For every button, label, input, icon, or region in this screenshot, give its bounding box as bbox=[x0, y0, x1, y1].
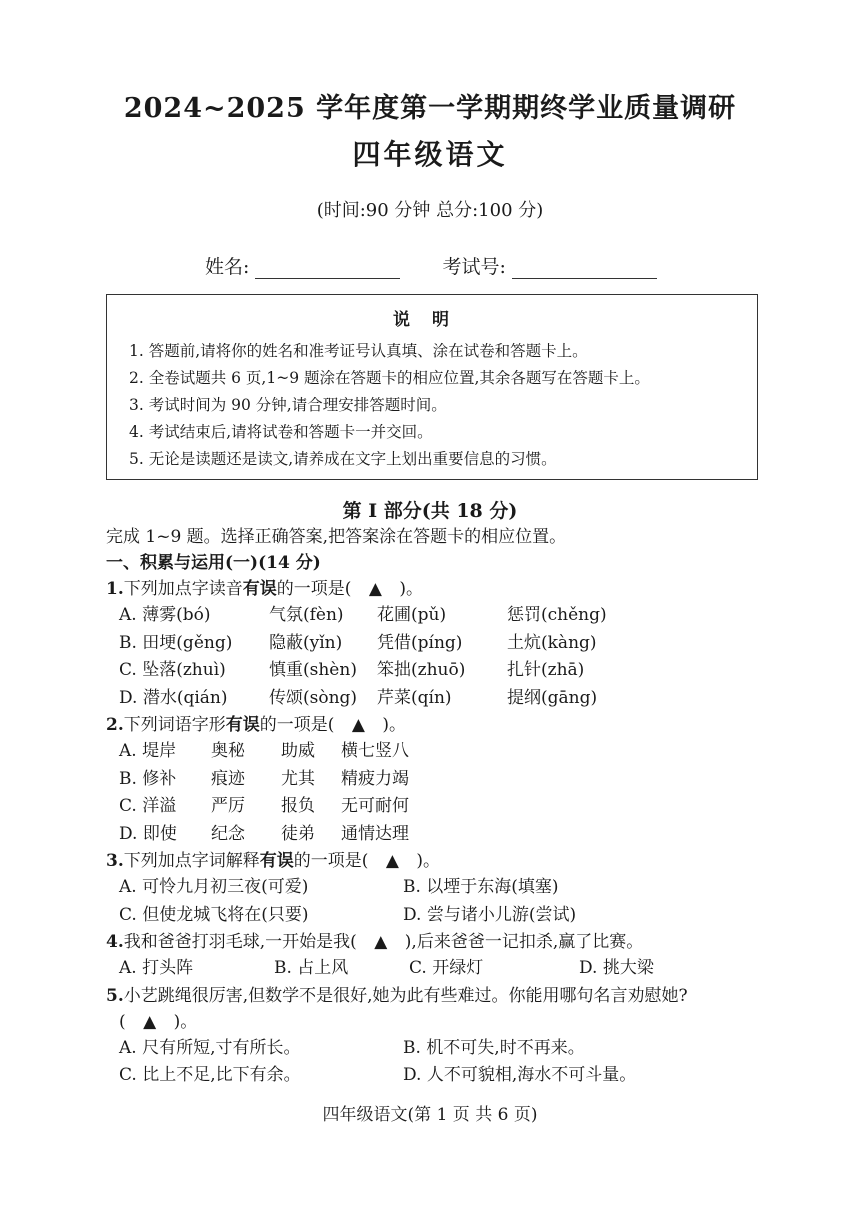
name-row bbox=[205, 252, 693, 279]
exam-no-blank bbox=[512, 258, 657, 279]
answer-blank-marker: ▲ bbox=[368, 579, 382, 599]
option-item: C. 洋溢 bbox=[119, 796, 177, 816]
stem-emphasis: 有误 bbox=[225, 715, 260, 735]
option-item: B. 以堙于东海(填塞) bbox=[403, 877, 559, 897]
instruction-item: 3. 考试时间为 90 分钟,请合理安排答题时间。 bbox=[129, 396, 447, 414]
option-item: D. 人不可貌相,海水不可斗量。 bbox=[403, 1065, 637, 1085]
option-item: 通情达理 bbox=[341, 823, 409, 844]
stem-text: )。 bbox=[399, 579, 424, 599]
instructions-heading: 说明 bbox=[393, 310, 471, 330]
question-number: 4. bbox=[106, 932, 124, 952]
question-2-stem bbox=[106, 712, 806, 738]
option-item: D. 即使 bbox=[119, 823, 177, 844]
part-instruction: 完成 1~9 题。选择正确答案,把答案涂在答题卡的相应位置。 bbox=[106, 527, 567, 547]
instruction-item: 4. 考试结束后,请将试卷和答题卡一并交回。 bbox=[129, 423, 433, 441]
option-item: 报负 bbox=[281, 796, 315, 816]
option-row bbox=[106, 1062, 806, 1090]
option-item: 无可耐何 bbox=[341, 796, 409, 816]
question-1-stem bbox=[106, 576, 806, 602]
stem-text: 的一项是( bbox=[276, 579, 352, 599]
question-number: 1. bbox=[106, 579, 124, 599]
option-item: 提纲(gāng) bbox=[507, 687, 598, 708]
option-row bbox=[106, 874, 806, 902]
option-item: D. 挑大梁 bbox=[579, 958, 654, 978]
option-item: C. 比上不足,比下有余。 bbox=[119, 1065, 301, 1085]
instructions-box bbox=[106, 294, 758, 480]
option-row bbox=[106, 821, 806, 849]
stem-text: )。 bbox=[382, 715, 407, 735]
instructions-list bbox=[107, 338, 757, 473]
question-4-stem bbox=[106, 929, 806, 955]
option-row bbox=[106, 955, 806, 983]
answer-blank-marker: ▲ bbox=[351, 715, 365, 735]
question-number: 3. bbox=[106, 851, 124, 871]
part-title: 第 Ⅰ 部分(共 18 分) bbox=[342, 500, 518, 522]
option-item: 慎重(shèn) bbox=[269, 660, 357, 680]
answer-blank-marker: ▲ bbox=[143, 1011, 157, 1032]
option-item: 气氛(fèn) bbox=[269, 605, 344, 625]
stem-text: 下列加点字词解释 bbox=[123, 851, 260, 871]
stem-text: )。 bbox=[173, 1011, 198, 1032]
question-number: 5. bbox=[106, 985, 124, 1006]
option-item: 土炕(kàng) bbox=[507, 632, 597, 653]
stem-text: ),后来爸爸一记扣杀,赢了比赛。 bbox=[404, 932, 644, 952]
instruction-item: 2. 全卷试题共 6 页,1~9 题涂在答题卡的相应位置,其余各题写在答题卡上。 bbox=[129, 369, 650, 387]
option-item: 痕迹 bbox=[211, 768, 245, 789]
option-row bbox=[106, 1035, 806, 1063]
name-blank bbox=[255, 258, 400, 279]
option-item: B. 修补 bbox=[119, 768, 177, 789]
option-item: 纪念 bbox=[211, 823, 245, 844]
name-label: 姓名: bbox=[205, 256, 250, 278]
stem-emphasis: 有误 bbox=[242, 579, 277, 599]
stem-text: 小艺跳绳很厉害,但数学不是很好,她为此有些难过。你能用哪句名言劝慰她? bbox=[123, 985, 688, 1006]
option-item: C. 坠落(zhuì) bbox=[119, 660, 226, 680]
option-item: 凭借(píng) bbox=[377, 632, 463, 653]
question-number: 2. bbox=[106, 715, 124, 735]
exam-no-label: 考试号: bbox=[442, 256, 506, 278]
question-5-stem bbox=[106, 983, 806, 1009]
option-row bbox=[106, 685, 806, 713]
option-item: A. 可怜九月初三夜(可爱) bbox=[119, 877, 309, 897]
page-footer: 四年级语文(第 1 页 共 6 页) bbox=[322, 1105, 538, 1125]
option-row bbox=[106, 738, 806, 766]
stem-text: 的一项是( bbox=[259, 715, 335, 735]
option-row bbox=[106, 630, 806, 658]
time-info: (时间:90 分钟 总分:100 分) bbox=[316, 200, 544, 221]
option-item: A. 打头阵 bbox=[119, 958, 194, 978]
option-item: D. 潜水(qián) bbox=[119, 687, 228, 708]
stem-text: 我和爸爸打羽毛球,一开始是我( bbox=[123, 932, 357, 952]
stem-emphasis: 有误 bbox=[259, 851, 294, 871]
option-item: 花圃(pǔ) bbox=[377, 605, 447, 625]
option-item: A. 尺有所短,寸有所长。 bbox=[119, 1037, 301, 1058]
option-item: B. 机不可失,时不再来。 bbox=[403, 1037, 585, 1058]
section-heading: 一、积累与运用(一)(14 分) bbox=[106, 553, 321, 573]
option-item: 惩罚(chěng) bbox=[507, 605, 607, 625]
exam-title: 2024~2025 学年度第一学期期终学业质量调研 bbox=[123, 93, 737, 124]
option-item: D. 尝与诸小儿游(尝试) bbox=[403, 904, 577, 925]
questions bbox=[106, 524, 806, 1090]
question-3-stem bbox=[106, 848, 806, 874]
option-item: 助威 bbox=[281, 741, 315, 761]
instruction-item: 1. 答题前,请将你的姓名和准考证号认真填、涂在试卷和答题卡上。 bbox=[129, 342, 588, 360]
option-item: A. 堤岸 bbox=[119, 741, 177, 761]
option-item: 精疲力竭 bbox=[341, 768, 409, 789]
option-item: 隐蔽(yǐn) bbox=[269, 632, 343, 653]
answer-blank-marker: ▲ bbox=[385, 851, 399, 871]
stem-text: 的一项是( bbox=[293, 851, 369, 871]
stem-text: 下列词语字形 bbox=[123, 715, 226, 735]
option-item: 徒弟 bbox=[281, 823, 315, 844]
option-item: 芹菜(qín) bbox=[377, 687, 452, 708]
option-item: C. 但使龙城飞将在(只要) bbox=[119, 904, 309, 925]
option-row bbox=[106, 793, 806, 821]
option-item: 笨拙(zhuō) bbox=[377, 660, 466, 680]
stem-text: )。 bbox=[416, 851, 441, 871]
option-row bbox=[106, 902, 806, 930]
stem-text: 下列加点字读音 bbox=[123, 579, 243, 599]
option-row bbox=[106, 657, 806, 685]
option-item: B. 田埂(gěng) bbox=[119, 632, 233, 653]
subject-title: 四年级语文 bbox=[352, 138, 508, 171]
option-item: 尤其 bbox=[281, 768, 315, 789]
stem-text: ( bbox=[119, 1011, 126, 1032]
question-5-blank bbox=[106, 1009, 806, 1035]
instruction-item: 5. 无论是读题还是读文,请养成在文字上划出重要信息的习惯。 bbox=[129, 450, 557, 468]
option-item: 传颂(sòng) bbox=[269, 687, 358, 708]
option-row bbox=[106, 766, 806, 794]
option-item: 奥秘 bbox=[211, 741, 245, 761]
option-item: 扎针(zhā) bbox=[507, 660, 585, 680]
option-item: B. 占上风 bbox=[274, 958, 349, 978]
answer-blank-marker: ▲ bbox=[374, 932, 388, 952]
option-item: 严厉 bbox=[211, 796, 245, 816]
option-item: A. 薄雾(bó) bbox=[119, 605, 211, 625]
option-item: 横七竖八 bbox=[341, 741, 409, 761]
option-row bbox=[106, 602, 806, 630]
option-item: C. 开绿灯 bbox=[409, 958, 484, 978]
